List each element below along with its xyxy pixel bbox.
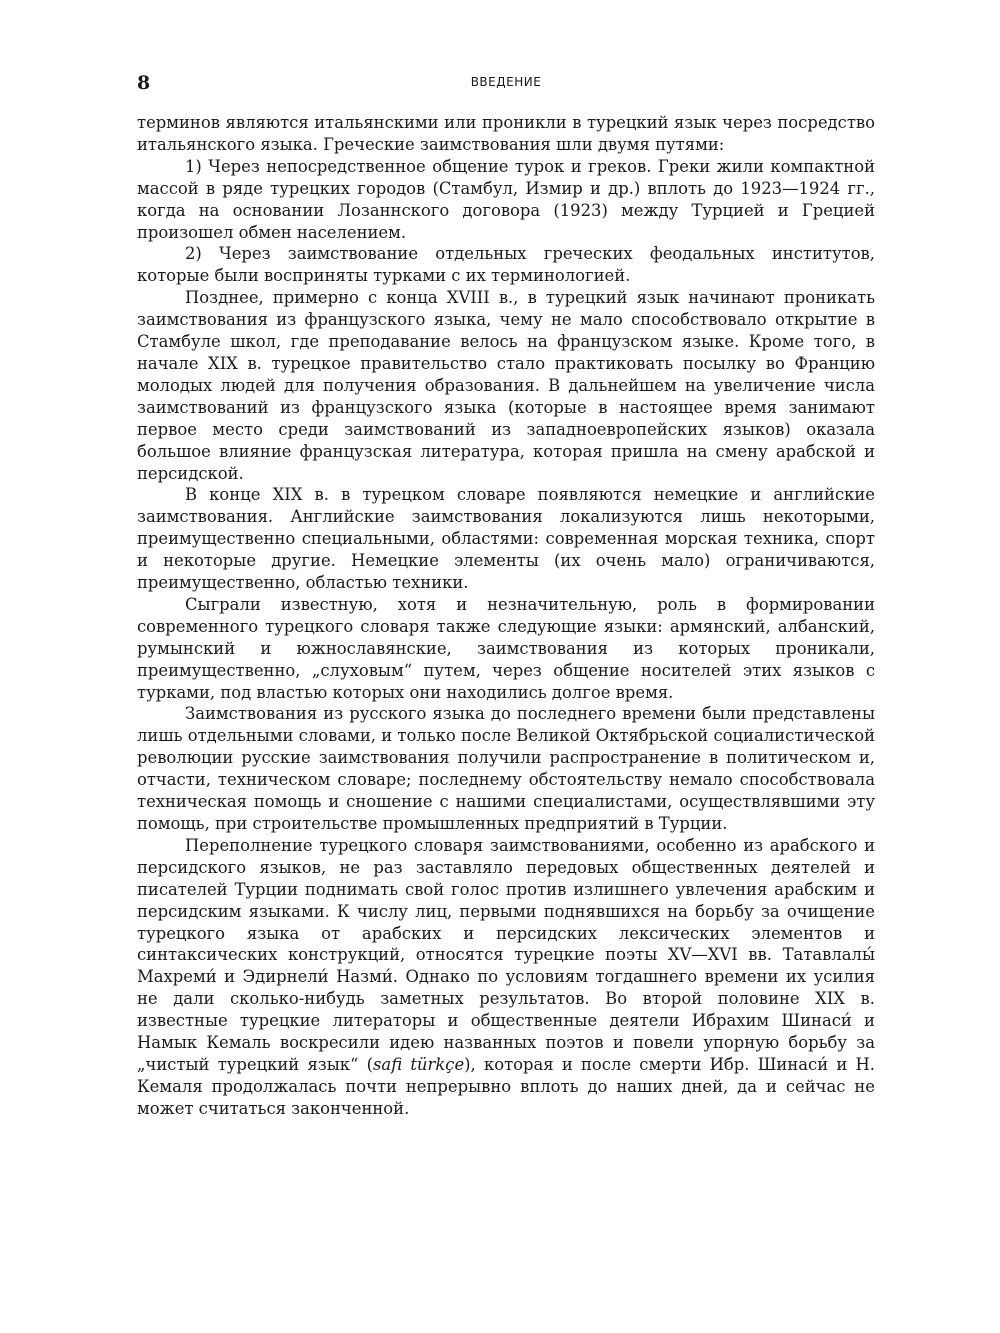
page-header xyxy=(137,72,875,96)
page-number: 8 xyxy=(137,72,151,94)
paragraph-greek-path-2: 2) Через заимствование отдельных греческих феодальных институтов, которые были восприняты турками с их терминологией. xyxy=(137,244,875,286)
running-title: ВВЕДЕНИЕ xyxy=(470,75,542,89)
paragraph-other-languages: Сыграли известную, хотя и незначительную, роль в формировании современного турецкого словаря также следующие языки: армянский, албанский, румынский и южнославянские, заимствования из которых проникали, преимущественно, „слуховым“ путем, через общение носителей этих языков с турками, под властью которых они находились долгое время. xyxy=(137,594,875,702)
paragraph-french-borrowings: Позднее, примерно с конца XVIII в., в турецкий язык начинают проникать заимствования из французского языка, чему не мало способствовало открытие в Стамбуле школ, где преподавание велось на французском языке. Кроме того, в начале XIX в. турецкое правительство стало практиковать посылку во Францию молодых людей для получения образования. В дальнейшем на увеличение числа заимствований из французского языка (которые в настоящее время занимают первое место среди заимствований из западноевропейских языков) оказала большое влияние французская литература, которая пришла на смену арабской и персидской. xyxy=(137,288,875,483)
text-body xyxy=(137,112,875,1120)
italic-term-safi-turkce: safi türkçe xyxy=(373,1054,465,1074)
paragraph-german-english-borrowings: В конце XIX в. в турецком словаре появляются немецкие и английские заимствования. Английские заимствования локализуются лишь некоторыми, преимущественно специальными, областями: современная морская техника, спорт и некоторые другие. Немецкие элементы (их очень мало) ограничиваются, преимущественно, областью техники. xyxy=(137,485,875,593)
paragraph-russian-borrowings: Заимствования из русского языка до последнего времени были представлены лишь отдельными словами, и только после Великой Октябрьской социалистической революции русские заимствования получили распространение в политическом и, отчасти, техническом словаре; последнему обстоятельству немало способствовала техническая помощь и сношение с нашими специалистами, осуществлявшими эту помощь, при строительстве промышленных предприятий в Турции. xyxy=(137,704,875,833)
paragraph-greek-path-1: 1) Через непосредственное общение турок и греков. Греки жили компактной массой в ряде турецких городов (Стамбул, Измир и др.) вплоть до 1923—1924 гг., когда на основании Лозаннского договора (1923) между Турцией и Грецией произошел обмен населением. xyxy=(137,156,875,242)
paragraph-text-part: Переполнение турецкого словаря заимствованиями, особенно из арабского и персидского языков, не раз заставляло передовых общественных деятелей и писателей Турции поднимать свой голос против излишнего увлечения арабским и персидским языками. К числу лиц, первыми поднявшихся на борьбу за очищение турецкого языка от арабских и персидских лексических элементов и синтаксических конструкций, относятся турецкие поэты XV—XVI вв. Татавлалы́ Махреми́ и Эдирнели́ Назми́. Однако по условиям тогдашнего времени их усилия не дали сколько-нибудь заметных результатов. Во второй половине XIX в. известные турецкие литераторы и общественные деятели Ибрахим Шинаси́ и Намык Кемаль воскресили идею названных поэтов и повели упорную борьбу за „чистый турецкий язык“ ( xyxy=(137,835,875,1074)
paragraph-continuation: терминов являются итальянскими или проникли в турецкий язык через посредство итальянского языка. Греческие заимствования шли двумя путями: xyxy=(137,113,875,154)
paragraph-purification-movement xyxy=(137,835,875,1120)
paragraph-text-part: ), которая и после смерти Ибр. Шинаси́ и Н. Кемаля продолжалась почти непрерывно вплоть до наших дней, да и сейчас не может считаться законченной. xyxy=(137,1054,875,1118)
